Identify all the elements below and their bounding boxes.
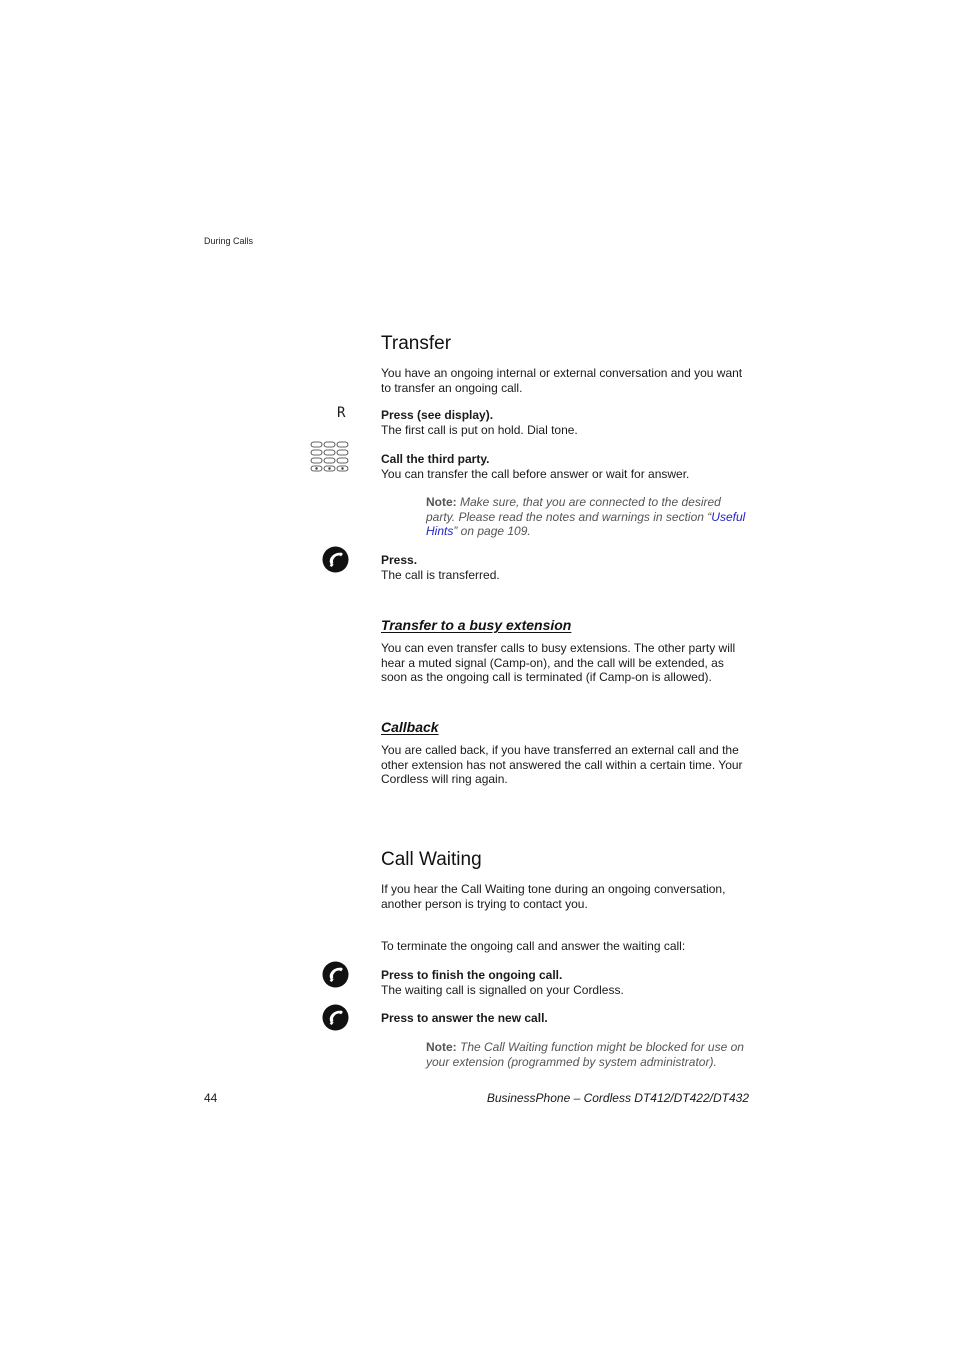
- subsection-title-busy: Transfer to a busy extension: [381, 617, 572, 633]
- section-title-transfer: Transfer: [381, 333, 452, 354]
- step-action: Press (see display).: [381, 408, 494, 422]
- useful-hints-link[interactable]: Useful Hints: [426, 509, 746, 539]
- phone-handset-icon: [322, 961, 349, 988]
- product-name: BusinessPhone – Cordless DT412/DT422/DT432: [486, 1091, 749, 1105]
- keypad-icon: [309, 440, 351, 475]
- transfer-step-press-phone: [381, 553, 751, 582]
- waiting-step-answer: [381, 1011, 751, 1026]
- running-head: During Calls: [204, 236, 254, 246]
- step-action: Press to answer the new call.: [381, 1011, 548, 1025]
- note-label: Note:: [426, 495, 457, 509]
- waiting-intro: If you hear the Call Waiting tone during an ongoing conversation, another person is trying to contact you.: [381, 882, 726, 911]
- transfer-step-call-third: [381, 452, 751, 481]
- section-title-call-waiting: Call Waiting: [381, 849, 482, 870]
- step-action: Call the third party.: [381, 452, 490, 466]
- phone-handset-icon: [322, 1004, 349, 1031]
- step-action: Press.: [381, 553, 418, 567]
- note-text: The Call Waiting function might be blocked for use on your extension (programmed by system administrator).: [426, 1040, 744, 1069]
- waiting-lead: To terminate the ongoing call and answer the waiting call:: [381, 939, 686, 953]
- transfer-note: [426, 495, 751, 539]
- note-label: Note:: [426, 1040, 457, 1054]
- transfer-intro: You have an ongoing internal or external conversation and you want to transfer an ongoing call.: [381, 366, 743, 395]
- step-detail: The waiting call is signalled on your Cordless.: [381, 982, 624, 997]
- r-key-icon: [337, 405, 345, 421]
- waiting-note: [426, 1040, 751, 1069]
- step-detail: The call is transferred.: [381, 567, 500, 582]
- busy-text: You can even transfer calls to busy extensions. The other party will hear a muted signal (Camp-on), and the call will be extended, as soon as the ongoing call is terminated (if Camp-on is allowed).: [381, 641, 736, 685]
- note-text-after: ” on page 109.: [453, 524, 531, 539]
- step-detail: The first call is put on hold. Dial tone.: [381, 422, 578, 437]
- callback-text: You are called back, if you have transferred an external call and the other extension has not answered the call within a certain time. Your Cordless will ring again.: [381, 743, 743, 787]
- step-action: Press to finish the ongoing call.: [381, 968, 563, 982]
- transfer-step-press-r: [381, 408, 751, 437]
- waiting-step-finish: [381, 968, 751, 997]
- note-text-before: Make sure, that you are connected to the desired party. Please read the notes and warnings in section “: [426, 495, 721, 524]
- step-detail: You can transfer the call before answer or wait for answer.: [381, 466, 690, 481]
- subsection-title-callback: Callback: [381, 719, 439, 735]
- r-key-glyph: R: [337, 405, 346, 421]
- page-number: 44: [204, 1091, 218, 1105]
- phone-handset-icon: [322, 546, 349, 573]
